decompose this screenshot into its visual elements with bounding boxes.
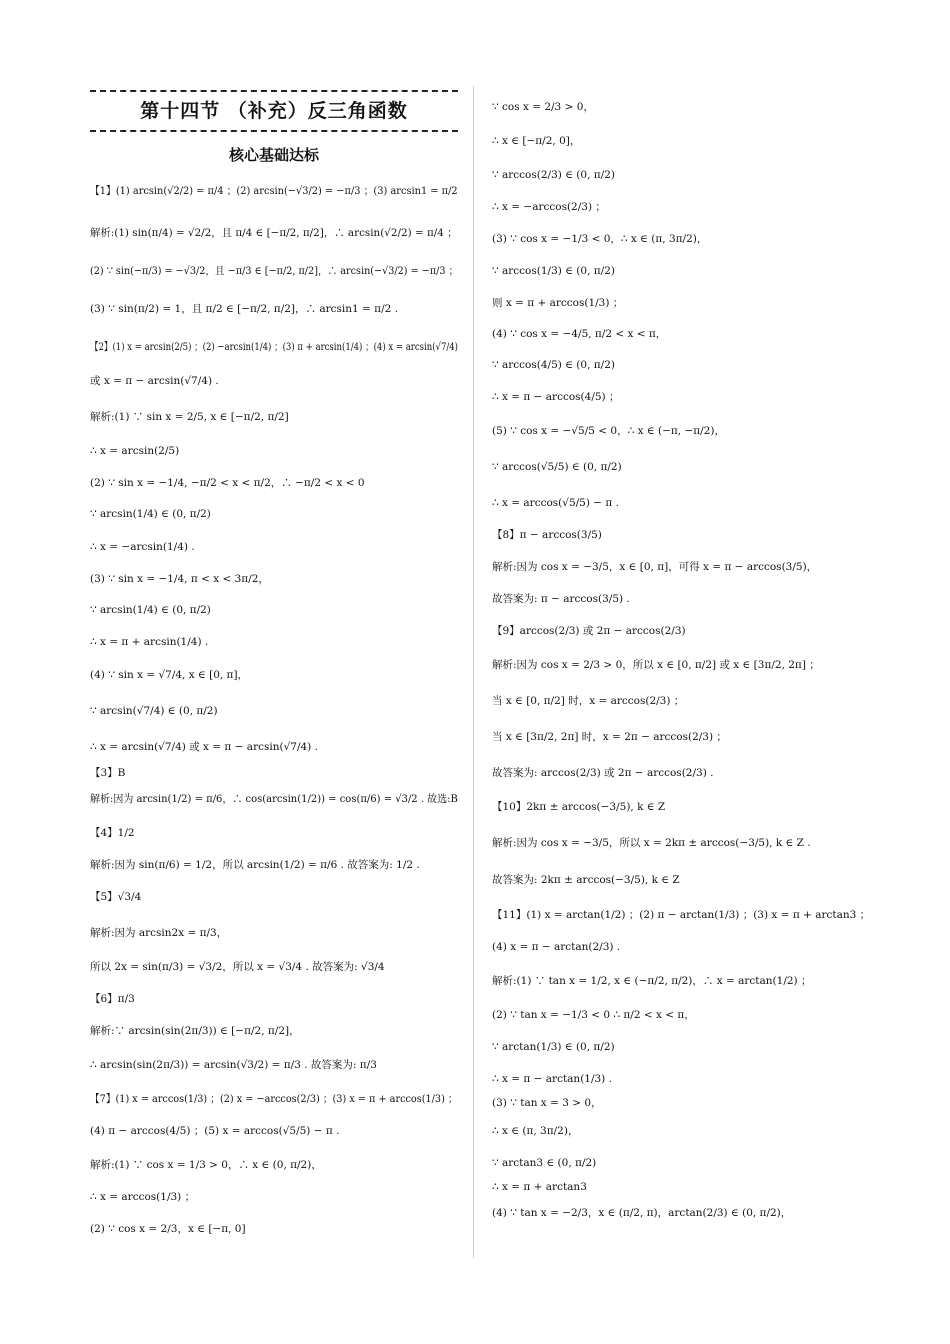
text-line: ∵ arccos(√5/5) ∈ (0, π/2) [492, 461, 622, 473]
text-line: (4) ∵ sin x = √7/4, x ∈ [0, π]， [90, 669, 249, 681]
text-line: ∴ x = π + arcsin(1/4) . [90, 636, 209, 648]
text-line: 解析:因为 arcsin2x = π/3， [90, 927, 228, 939]
text-line: (3) ∵ cos x = −1/3 < 0，∴ x ∈ (π, 3π/2)， [492, 233, 708, 245]
text-line: 【4】1/2 [90, 827, 135, 839]
section-subtitle: 核心基础达标 [228, 146, 319, 164]
text-line: (2) ∵ sin x = −1/4, −π/2 < x < π/2，∴ −π/2 < x < 0 [90, 477, 365, 489]
text-line: 【8】π − arccos(3/5) [492, 529, 602, 541]
text-line: ∴ x = arccos(1/3) ； [90, 1191, 196, 1203]
text-line: ∴ arcsin(sin(2π/3)) = arcsin(√3/2) = π/3 . 故答案为: π/3 [90, 1059, 377, 1071]
text-line: ∴ x = −arccos(2/3) ； [492, 201, 606, 213]
text-line: 故答案为: π − arccos(3/5) . [492, 593, 630, 605]
text-line: 解析:(1) ∵ sin x = 2/5, x ∈ [−π/2, π/2] [90, 411, 289, 423]
text-line: 【7】(1) x = arccos(1/3) ；(2) x = −arccos(2/3) ；(3) x = π + arccos(1/3) ； [90, 1093, 458, 1105]
title-dashed-rule [90, 130, 458, 132]
text-line: 【9】arccos(2/3) 或 2π − arccos(2/3) [492, 625, 686, 637]
top-dashed-rule [90, 90, 458, 92]
text-line: ∴ x = π + arctan3 [492, 1181, 587, 1193]
text-line: ∴ x = −arcsin(1/4) . [90, 541, 195, 553]
text-line: ∵ cos x = 2/3 > 0， [492, 101, 594, 113]
text-line: 故答案为: 2kπ ± arccos(−3/5), k ∈ Z [492, 874, 680, 886]
text-line: (4) ∵ tan x = −2/3，x ∈ (π/2, π)，arctan(2/3) ∈ (0, π/2)， [492, 1207, 792, 1219]
text-line: 解析:∵ arcsin(sin(2π/3)) ∈ [−π/2, π/2]， [90, 1025, 300, 1037]
text-line: ∵ arcsin(1/4) ∈ (0, π/2) [90, 508, 211, 520]
text-line: 当 x ∈ [3π/2, 2π] 时，x = 2π − arccos(2/3) ； [492, 731, 727, 743]
text-line: ∵ arccos(2/3) ∈ (0, π/2) [492, 169, 615, 181]
text-line: ∵ arctan3 ∈ (0, π/2) [492, 1157, 597, 1169]
text-line: ∴ x = π − arccos(4/5) ； [492, 391, 620, 403]
text-line: (4) π − arccos(4/5) ；(5) x = arccos(√5/5) − π . [90, 1125, 340, 1137]
text-line: (4) ∵ cos x = −4/5, π/2 < x < π， [492, 328, 667, 340]
text-line: 【1】(1) arcsin(√2/2) = π/4 ；(2) arcsin(−√3/2) = −π/3 ；(3) arcsin1 = π/2 [90, 185, 458, 197]
text-line: 【2】(1) x = arcsin(2/5) ；(2) −arcsin(1/4) ；(3) π + arcsin(1/4) ；(4) x = arcsin(√7/4) [90, 341, 458, 353]
text-line: 或 x = π − arcsin(√7/4) . [90, 375, 219, 387]
text-line: ∵ arccos(4/5) ∈ (0, π/2) [492, 359, 615, 371]
text-line: (3) ∵ sin x = −1/4, π < x < 3π/2， [90, 573, 269, 585]
text-line: 则 x = π + arccos(1/3) ； [492, 297, 624, 309]
text-line: ∴ x = arcsin(√7/4) 或 x = π − arcsin(√7/4) . [90, 741, 318, 753]
text-line: 解析:因为 sin(π/6) = 1/2，所以 arcsin(1/2) = π/6 . 故答案为: 1/2 . [90, 859, 420, 871]
text-line: ∵ arcsin(√7/4) ∈ (0, π/2) [90, 705, 218, 717]
text-line: 当 x ∈ [0, π/2] 时，x = arccos(2/3) ； [492, 695, 685, 707]
text-line: 【6】π/3 [90, 993, 135, 1005]
section-title: 第十四节 （补充）反三角函数 [140, 100, 408, 122]
text-line: (2) ∵ sin(−π/3) = −√3/2，且 −π/3 ∈ [−π/2, π/2]，∴ arcsin(−√3/2) = −π/3 ； [90, 265, 459, 277]
text-line: (2) ∵ tan x = −1/3 < 0 ∴ π/2 < x < π， [492, 1009, 695, 1021]
text-line: 解析:因为 arcsin(1/2) = π/6，∴ cos(arcsin(1/2)) = cos(π/6) = √3/2 . 故选:B [90, 793, 458, 805]
text-line: 【10】2kπ ± arccos(−3/5), k ∈ Z [492, 801, 666, 813]
text-line: ∴ x ∈ [−π/2, 0]， [492, 135, 581, 147]
text-line: 【11】(1) x = arctan(1/2) ；(2) π − arctan(1/3) ；(3) x = π + arctan3 ； [492, 909, 871, 921]
text-line: (3) ∵ sin(π/2) = 1，且 π/2 ∈ [−π/2, π/2]，∴ arcsin1 = π/2 . [90, 303, 398, 315]
text-line: 解析:(1) ∵ tan x = 1/2, x ∈ (−π/2, π/2)，∴ x = arctan(1/2) ； [492, 975, 812, 987]
text-line: ∴ x = arcsin(2/5) [90, 445, 180, 457]
column-divider [473, 86, 474, 1258]
text-line: 解析:因为 cos x = −3/5，所以 x = 2kπ ± arccos(−3/5), k ∈ Z . [492, 837, 811, 849]
text-line: 所以 2x = sin(π/3) = √3/2，所以 x = √3/4 . 故答案为: √3/4 [90, 961, 385, 973]
text-line: ∴ x ∈ (π, 3π/2)， [492, 1125, 579, 1137]
text-line: 解析:(1) ∵ cos x = 1/3 > 0，∴ x ∈ (0, π/2)， [90, 1159, 322, 1171]
text-line: 解析:(1) sin(π/4) = √2/2，且 π/4 ∈ [−π/2, π/2]，∴ arcsin(√2/2) = π/4 ； [90, 227, 458, 239]
text-line: (5) ∵ cos x = −√5/5 < 0，∴ x ∈ (−π, −π/2)， [492, 425, 725, 437]
text-line: 解析:因为 cos x = −3/5，x ∈ [0, π]，可得 x = π − arccos(3/5)， [492, 561, 818, 573]
text-line: 故答案为: arccos(2/3) 或 2π − arccos(2/3) . [492, 767, 714, 779]
text-line: ∵ arctan(1/3) ∈ (0, π/2) [492, 1041, 615, 1053]
text-line: 【5】√3/4 [90, 891, 142, 903]
text-line: ∴ x = arccos(√5/5) − π . [492, 497, 619, 509]
text-line: ∵ arccos(1/3) ∈ (0, π/2) [492, 265, 615, 277]
text-line: (2) ∵ cos x = 2/3，x ∈ [−π, 0] [90, 1223, 246, 1235]
text-line: 【3】B [90, 767, 126, 779]
text-line: (4) x = π − arctan(2/3) . [492, 941, 621, 953]
text-line: ∴ x = π − arctan(1/3) . [492, 1073, 612, 1085]
text-line: (3) ∵ tan x = 3 > 0， [492, 1097, 602, 1109]
text-line: ∵ arcsin(1/4) ∈ (0, π/2) [90, 604, 211, 616]
text-line: 解析:因为 cos x = 2/3 > 0，所以 x ∈ [0, π/2] 或 x ∈ [3π/2, 2π] ； [492, 659, 820, 671]
